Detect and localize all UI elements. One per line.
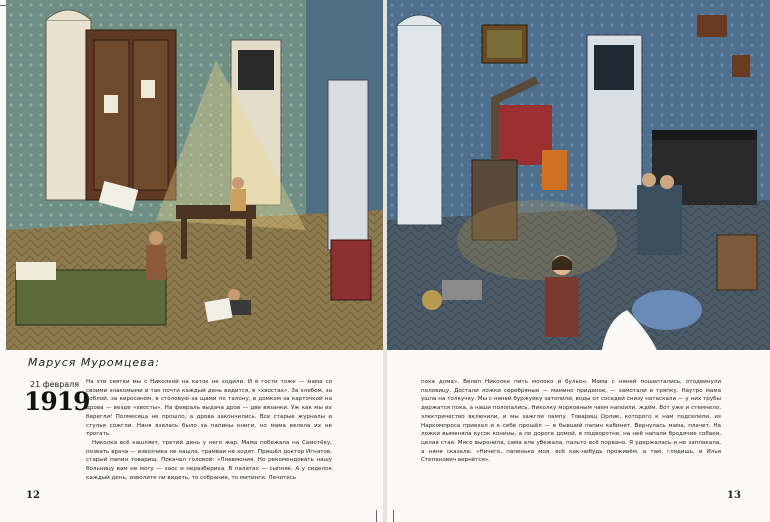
paragraph: пока дома». Велел Николке пить молоко и бульон. Мама с няней пошептались, отодвинули половицу. Достали ложки серебряные — мамино приданое, — замотали в тряпку. Наутро мама ушла на толкучку. Мы с няней буржуйку затопили, воды от соседей снизу натаскали — у них трубы держатся пока, а наши полопались. Николку морковным чаем напоили, ждём. Вот уже и стемнело, электричество включили, и мы зажгли лампу. Товарищ Орлик, которого к нам подселили, из Наркомпроса приехал и к себе прошёл — в бывший папин кабинет. Вернулась мама, плачет. На ложки выменяла кусок конины, а по дороге домой, в подворотне, на неё напали бродячие собаки, целая стая. Мясо выронила, сама еле убежала, пальто всё порвано. Я удержалась и не заплакала, а няня сказала: «Ничего, папенька моя, всё как-нибудь проживём, а там, глядишь, и Илья Степанович вернётся». <box>421 379 721 464</box>
crop-mark <box>393 510 394 522</box>
paragraph: Николка всё кашляет, третий день у него жар. Мама побежала на Самотёку, позвать врача — извозчика не нашла, трамваи не ходят. Пришёл доктор Игнатов, старый папин товарищ. Покачал головой: «Пневмония. Но рекомендовать нашу больницу вам не могу — хаос и неразбериха. В палатах — сыпняк. А у сиделок каждый день, изволите ли видеть, то собрание, то митинги. Лечитесь <box>86 439 332 481</box>
right-illustration <box>387 0 770 350</box>
left-page <box>0 0 383 522</box>
room-illustration-right <box>387 0 770 350</box>
left-body-text <box>86 378 332 482</box>
room-illustration-left <box>6 0 383 350</box>
crop-mark <box>0 5 6 6</box>
crop-mark <box>376 510 377 522</box>
page-number-right: 13 <box>727 490 741 501</box>
page-number-left: 12 <box>26 490 40 501</box>
left-illustration <box>6 0 383 350</box>
right-body-text <box>421 378 721 465</box>
author-heading: Маруся Муромцева: <box>28 356 161 369</box>
paragraph: На эти святки мы с Николкой на каток не ходили. И в гости тоже — мама со своими знакомыми и так почти каждый день видится, в «хвостах». За хлебом, за воблой, за керосином, в столовую за щами по талону, в домком за карточкой на дрова — везде «хвосты». На февраль выдача дров — две вязанки. Уж как мы их берегли! Полмесяца не прошло, а дрова закончились. Все старые журналы и стулья сожгли. Няня взялась было за папины книги, но мама велела их не трогать. <box>86 379 332 438</box>
entry-date: 21 февраля <box>30 380 80 389</box>
entry-year: 1919 <box>24 387 90 416</box>
right-page <box>387 0 770 522</box>
